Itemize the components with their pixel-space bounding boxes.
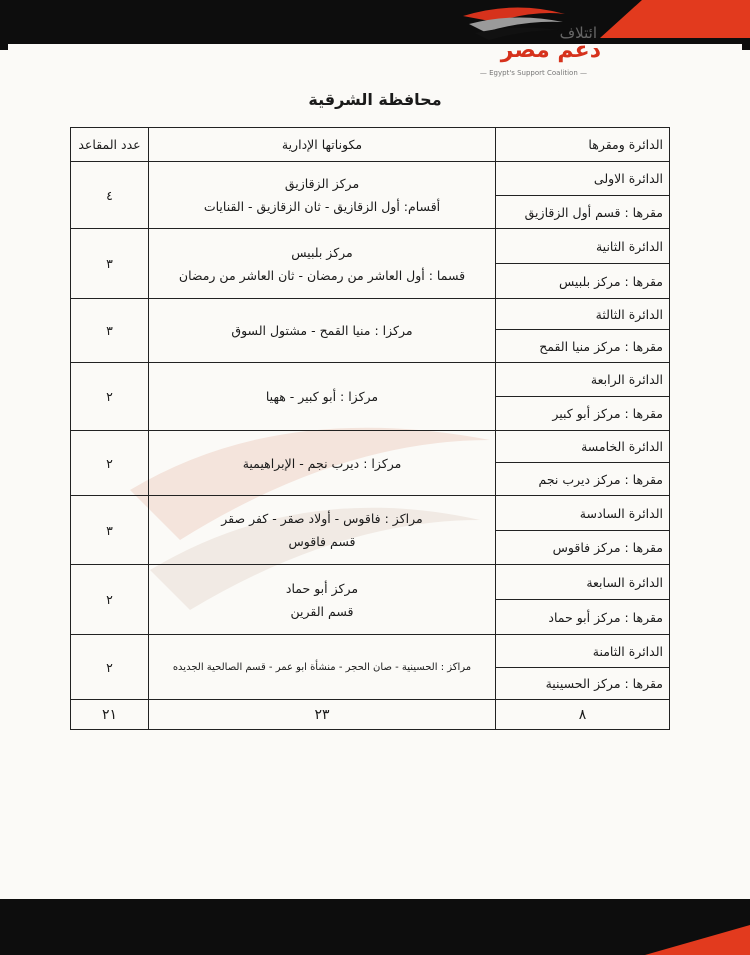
logo-text-coalition: ائتلاف — [559, 24, 597, 42]
component-line: قسم القرين — [290, 603, 354, 619]
district-seats: ٢ — [71, 565, 149, 635]
table-row — [71, 229, 670, 264]
district-headquarters: مقرها : مركز بلبيس — [496, 264, 670, 299]
total-components: ٢٣ — [149, 700, 496, 730]
header-components: مكوناتها الإدارية — [149, 128, 496, 162]
coalition-logo — [455, 2, 615, 82]
district-components — [149, 565, 496, 635]
component-line: مركزا : منيا القمح - مشتول السوق — [231, 323, 413, 338]
district-seats: ٣ — [71, 299, 149, 363]
page-title: محافظة الشرقية — [308, 90, 442, 109]
district-headquarters: مقرها : مركز منيا القمح — [496, 330, 670, 363]
component-line: مركزا : ديرب نجم - الإبراهيمية — [242, 455, 402, 471]
district-headquarters: مقرها : مركز فاقوس — [496, 531, 670, 565]
district-headquarters: مقرها : مركز ديرب نجم — [496, 463, 670, 496]
district-seats: ٣ — [71, 496, 149, 565]
district-components — [149, 363, 496, 431]
district-seats: ٢ — [71, 363, 149, 431]
districts-table — [70, 127, 670, 730]
table-row — [71, 635, 670, 668]
bottom-frame-bar — [0, 899, 750, 955]
district-name: الدائرة الثالثة — [496, 299, 670, 330]
component-line: أقسام: أول الزقازيق - ثان الزقازيق - القنايات — [203, 199, 441, 214]
district-name: الدائرة الرابعة — [496, 363, 670, 397]
district-seats: ٢ — [71, 635, 149, 700]
district-seats: ٢ — [71, 431, 149, 496]
table-row — [71, 363, 670, 397]
district-name: الدائرة الثامنة — [496, 635, 670, 668]
total-districts: ٨ — [496, 700, 670, 730]
table-header-row — [71, 128, 670, 162]
logo-text-english: — Egypt's Support Coalition — — [479, 69, 587, 77]
component-line: قسما : أول العاشر من رمضان - ثان العاشر من رمضان — [178, 267, 466, 283]
component-line: مركز بلبيس — [291, 244, 353, 260]
district-seats: ٤ — [71, 162, 149, 229]
district-headquarters: مقرها : قسم أول الزقازيق — [496, 196, 670, 229]
district-name: الدائرة الاولى — [496, 162, 670, 196]
district-name: الدائرة السابعة — [496, 565, 670, 600]
component-line: مركزا : أبو كبير - ههيا — [265, 389, 379, 404]
logo-text-name: دعم مصر — [500, 38, 601, 63]
table-row — [71, 299, 670, 330]
component-line: مراكز : فاقوس - أولاد صقر - كفر صقر — [221, 511, 423, 526]
district-headquarters: مقرها : مركز أبو حماد — [496, 600, 670, 635]
component-line: مراكز : الحسينية - صان الحجر - منشأة ابو عمر - قسم الصالحية الجديده — [172, 661, 472, 673]
component-line: مركز أبو حماد — [285, 580, 359, 596]
district-name: الدائرة السادسة — [496, 496, 670, 531]
table-row — [71, 565, 670, 600]
district-components — [149, 299, 496, 363]
district-name: الدائرة الخامسة — [496, 431, 670, 463]
district-headquarters: مقرها : مركز الحسينية — [496, 668, 670, 700]
header-seats: عدد المقاعد — [71, 128, 149, 162]
district-components — [149, 162, 496, 229]
district-seats: ٣ — [71, 229, 149, 299]
component-line: مركز الزقازيق — [284, 176, 360, 191]
totals-row — [71, 700, 670, 730]
district-components — [149, 431, 496, 496]
total-seats: ٢١ — [71, 700, 149, 730]
header-district: الدائرة ومقرها — [496, 128, 670, 162]
district-headquarters: مقرها : مركز أبو كبير — [496, 397, 670, 431]
table-row — [71, 431, 670, 463]
district-components — [149, 496, 496, 565]
district-components — [149, 635, 496, 700]
district-name: الدائرة الثانية — [496, 229, 670, 264]
component-line: قسم فاقوس — [288, 534, 356, 549]
table-row — [71, 496, 670, 531]
district-components — [149, 229, 496, 299]
table-row — [71, 162, 670, 196]
